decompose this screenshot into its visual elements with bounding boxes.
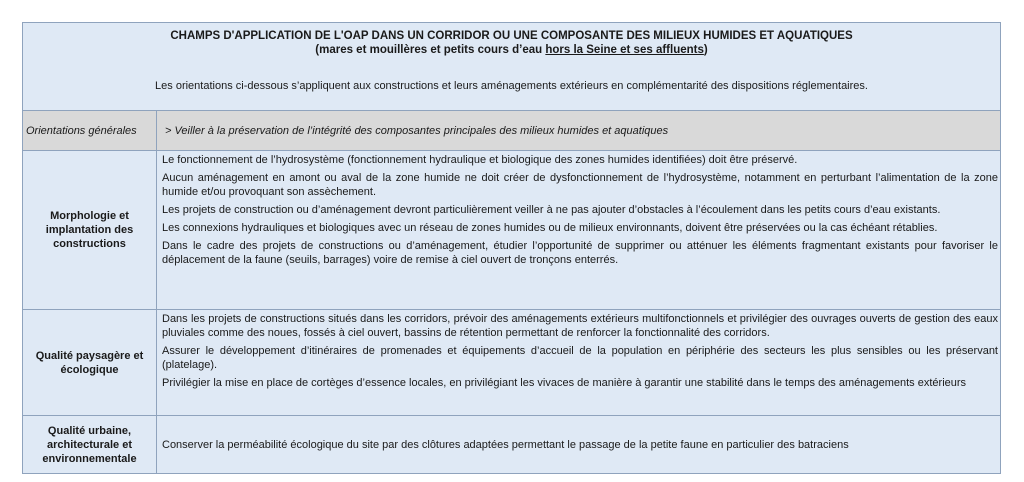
row-content: [157, 416, 1000, 473]
paragraph: Assurer le développement d’itinéraires de promenades et équipements d’accueil de la population en périphérie des secteurs les plus sensibles ou les préservant (platelage).: [162, 345, 998, 371]
subtitle-suffix: ): [703, 44, 708, 56]
table-title: CHAMPS D'APPLICATION DE L'OAP DANS UN CORRIDOR OU UNE COMPOSANTE DES MILIEUX HUMIDES ET AQUATIQUES: [170, 30, 853, 42]
paragraph: Conserver la perméabilité écologique du site par des clôtures adaptées permettant le passage de la petite faune en particulier des batraciens: [162, 438, 849, 451]
oap-table: [22, 22, 1001, 474]
paragraph: Dans le cadre des projets de constructions ou d’aménagement, étudier l’opportunité de supprimer ou atténuer les éléments fragmentant existants pour favoriser le déplacement de la faune (seuils, barrages) voire de remise à ciel ouvert de tronçons enterrés.: [162, 240, 998, 266]
row-label: Qualité urbaine, architecturale et environnementale: [23, 416, 157, 473]
paragraph: Les projets de construction ou d’aménagement devront particulièrement veiller à ne pas ajouter d’obstacles à l’écoulement dans les petits cours d’eau existants.: [162, 204, 941, 216]
subtitle-prefix: (mares et mouillères et petits cours d’eau: [315, 44, 546, 56]
row-morphologie: [23, 151, 1000, 310]
paragraph: > Veiller à la préservation de l’intégrité des composantes principales des milieux humides et aquatiques: [165, 124, 669, 137]
paragraph: Privilégier la mise en place de cortèges d’essence locales, en privilégiant les vivaces de manière à garantir une stabilité dans le temps des aménagements extérieurs: [162, 377, 967, 389]
paragraph: Aucun aménagement en amont ou aval de la zone humide ne doit créer de dysfonctionnement de l’hydrosystème, notamment en perturbant l’alimentation de la zone humide et/ou provoquant son assèchement.: [162, 172, 998, 198]
row-content: [157, 111, 1000, 150]
table-intro: Les orientations ci-dessous s’appliquent aux constructions et leurs aménagements extérieurs en complémentarité des dispositions réglementaires.: [155, 80, 868, 92]
row-orientations-generales: [23, 111, 1000, 151]
subtitle-underlined: hors la Seine et ses affluents: [545, 44, 704, 56]
row-label: Orientations générales: [23, 111, 157, 150]
paragraph: Les connexions hydrauliques et biologiques avec un réseau de zones humides ou de milieux environnants, doivent être préservées ou la cas échéant rétablies.: [162, 222, 938, 234]
paragraph: Le fonctionnement de l’hydrosystème (fonctionnement hydraulique et biologique des zones humides identifiées) doit être préservé.: [162, 154, 798, 166]
row-content: [157, 310, 1000, 415]
row-qualite-paysagere: [23, 310, 1000, 416]
paragraph: Dans les projets de constructions situés dans les corridors, prévoir des aménagements extérieurs multifonctionnels et privilégier des ouvrages ouverts de gestion des eaux pluviales comme des noues, fossés à ciel ouvert, bassins de rétention permettant de renforcer la fonctionnalité des corridors.: [162, 313, 998, 339]
row-label: Qualité paysagère et écologique: [23, 310, 157, 415]
row-qualite-urbaine: [23, 416, 1000, 473]
table-header: [23, 23, 1000, 111]
table-subtitle: [23, 43, 1000, 57]
row-label: Morphologie et implantation des constructions: [23, 151, 157, 309]
row-content: [157, 151, 1000, 309]
